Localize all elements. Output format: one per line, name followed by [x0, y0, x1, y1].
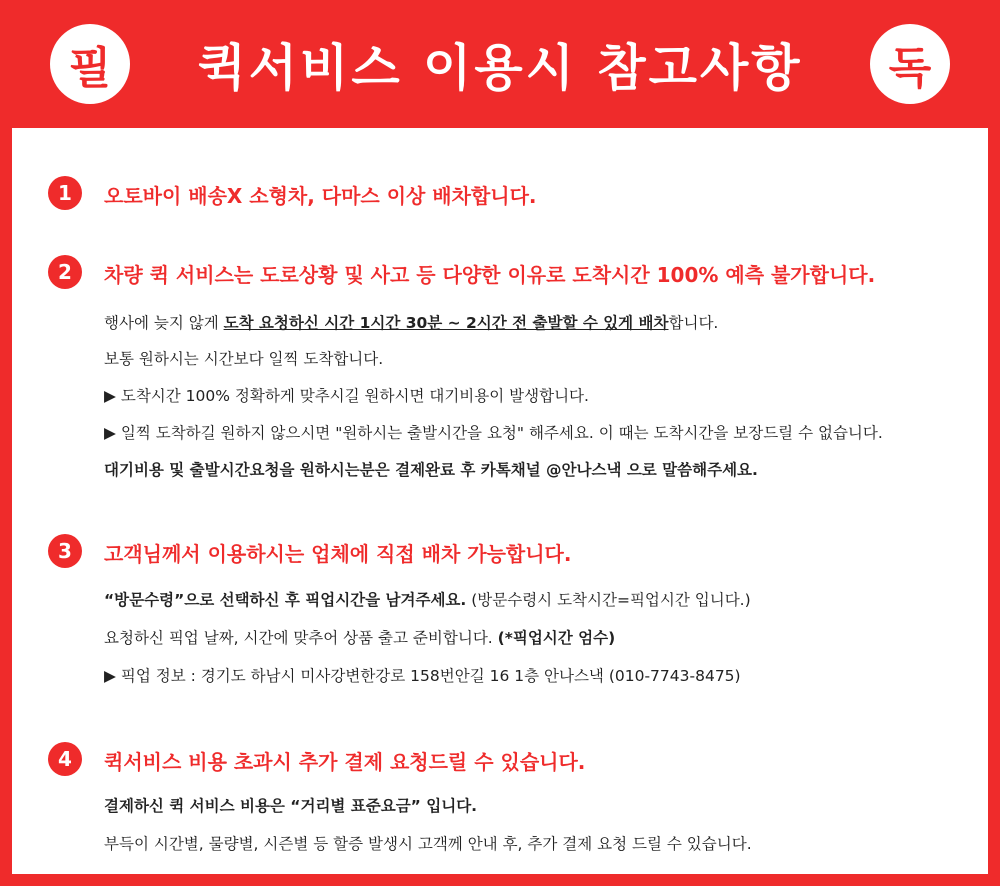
section-3-line-1-post: (방문수령시 도착시간=픽업시간 입니다.) — [466, 591, 751, 609]
section-2-line-2: 보통 원하시는 시간보다 일찍 도착합니다. — [104, 350, 384, 368]
section-2-line-4: ▶ 일찍 도착하길 원하지 않으시면 "원하시는 출발시간을 요청" 해주세요. 이 때는 도착시간을 보장드릴 수 없습니다. — [104, 424, 883, 442]
header-banner — [0, 0, 1000, 128]
section-heading-1: 오토바이 배송X 소형차, 다마스 이상 배차합니다. — [104, 184, 537, 208]
section-2-line-1 — [104, 311, 718, 333]
section-heading-3: 고객님께서 이용하시는 업체에 직접 배차 가능합니다. — [104, 542, 572, 566]
section-2-line-1-underlined: 도착 요청하신 시간 1시간 30분 ~ 2시간 전 출발할 수 있게 배차 — [223, 314, 669, 332]
section-number-1: 1 — [48, 176, 82, 210]
section-2-line-1-post: 합니다. — [668, 314, 719, 332]
badge-left: 필 — [50, 24, 130, 104]
section-number-4: 4 — [48, 742, 82, 776]
section-3-line-1-bold: “방문수령”으로 선택하신 후 픽업시간을 남겨주세요. — [104, 591, 467, 609]
section-2-line-1-pre: 행사에 늦지 않게 — [104, 314, 224, 332]
section-3-line-2-bold: (*픽업시간 엄수) — [497, 629, 616, 647]
section-heading-2: 차량 퀵 서비스는 도로상황 및 사고 등 다양한 이유로 도착시간 100% 예측 불가합니다. — [104, 263, 876, 287]
section-2-line-3: ▶ 도착시간 100% 정확하게 맞추시길 원하시면 대기비용이 발생합니다. — [104, 387, 589, 405]
section-heading-4: 퀵서비스 비용 초과시 추가 결제 요청드릴 수 있습니다. — [104, 750, 586, 774]
section-3-line-1 — [104, 588, 751, 610]
section-4-line-2: 부득이 시간별, 물량별, 시즌별 등 할증 발생시 고객께 안내 후, 추가 결제 요청 드릴 수 있습니다. — [104, 835, 752, 853]
section-2-line-5: 대기비용 및 출발시간요청을 원하시는분은 결제완료 후 카톡채널 @안나스낵 으로 말씀해주세요. — [104, 461, 758, 479]
section-number-3: 3 — [48, 534, 82, 568]
section-3-line-3: ▶ 픽업 정보 : 경기도 하남시 미사강변한강로 158번안길 16 1층 안나스낵 (010-7743-8475) — [104, 667, 741, 685]
section-4-line-1: 결제하신 퀵 서비스 비용은 “거리별 표준요금” 입니다. — [104, 797, 478, 815]
section-3-line-2 — [104, 626, 615, 648]
page-title: 퀵서비스 이용시 참고사항 — [197, 39, 803, 97]
section-number-2: 2 — [48, 255, 82, 289]
badge-right: 독 — [870, 24, 950, 104]
content-panel — [12, 128, 988, 874]
section-3-line-2-pre: 요청하신 픽업 날짜, 시간에 맞추어 상품 출고 준비합니다. — [104, 629, 498, 647]
